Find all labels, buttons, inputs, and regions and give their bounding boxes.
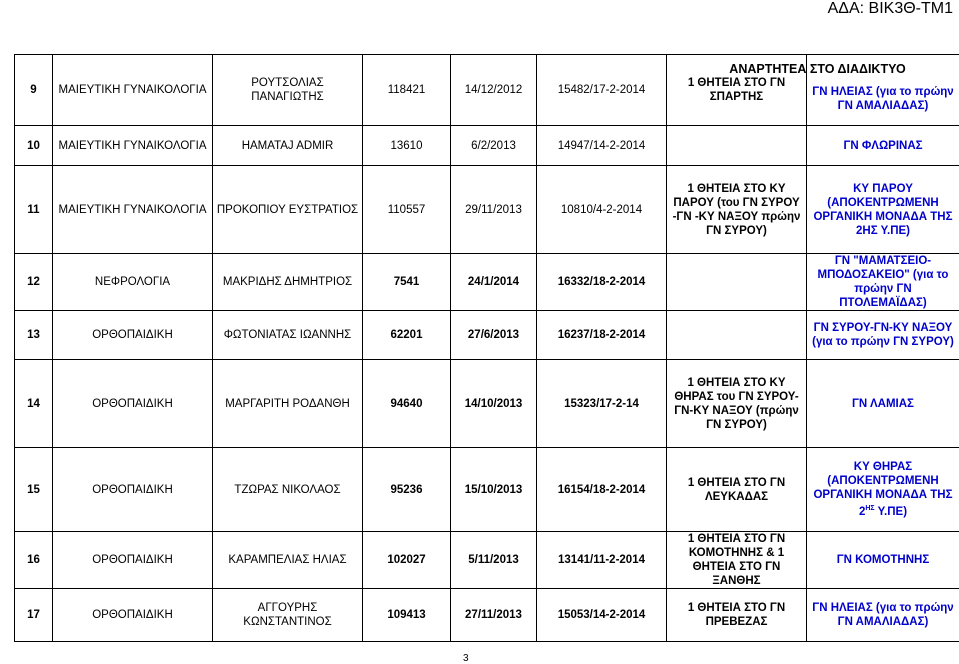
placement-text: ΚΥ ΘΗΡΑΣ (ΑΠΟΚΕΝΤΡΩΜΕΝΗ ΟΡΓΑΝΙΚΗ ΜΟΝΑΔΑ ΤΗΣ 2 [813,461,952,518]
placement-cell: ΓΝ ΗΛΕΙΑΣ (για το πρώην ΓΝ ΑΜΑΛΙΑΔΑΣ) [807,589,959,642]
protocol-cell: 16237/18-2-2014 [537,311,667,360]
table-row [15,126,959,166]
position-cell: 1 ΘΗΤΕΙΑ ΣΤΟ ΚΥ ΠΑΡΟΥ (του ΓΝ ΣΥΡΟΥ -ΓΝ -ΚΥ ΝΑΞΟΥ πρώην ΓΝ ΣΥΡΟΥ) [667,166,807,254]
position-cell: 1 ΘΗΤΕΙΑ ΣΤΟ ΓΝ ΠΡΕΒΕΖΑΣ [667,589,807,642]
specialty-cell: ΟΡΘΟΠΑΙΔΙΚΗ [53,311,213,360]
specialty-cell: ΟΡΘΟΠΑΙΔΙΚΗ [53,448,213,532]
date-cell: 24/1/2014 [451,254,537,311]
doctor-name-cell: ΠΡΟΚΟΠΙΟΥ ΕΥΣΤΡΑΤΙΟΣ [213,166,363,254]
table-row [15,448,959,532]
registration-cell: 118421 [363,55,451,126]
placement-cell [807,448,959,532]
doctor-name-cell: ΦΩΤΟΝΙΑΤΑΣ ΙΩΑΝΝΗΣ [213,311,363,360]
specialty-cell: ΟΡΘΟΠΑΙΔΙΚΗ [53,360,213,448]
protocol-cell: 15053/14-2-2014 [537,589,667,642]
registration-cell: 13610 [363,126,451,166]
date-cell: 14/10/2013 [451,360,537,448]
row-number: 13 [15,311,53,360]
table-row [15,311,959,360]
specialty-cell: ΜΑΙΕΥΤΙΚΗ ΓΥΝΑΙΚΟΛΟΓΙΑ [53,55,213,126]
placement-cell: ΓΝ ΦΛΩΡΙΝΑΣ [807,126,959,166]
table-row [15,589,959,642]
placement-cell: ΓΝ ΗΛΕΙΑΣ (για το πρώην ΓΝ ΑΜΑΛΙΑΔΑΣ) [807,55,959,126]
date-cell: 15/10/2013 [451,448,537,532]
registration-cell: 102027 [363,532,451,589]
placement-cell: ΓΝ ΚΟΜΟΤΗΝΗΣ [807,532,959,589]
row-number: 12 [15,254,53,311]
specialty-cell: ΟΡΘΟΠΑΙΔΙΚΗ [53,589,213,642]
upload-note: ΑΝΑΡΤΗΤΕΑ ΣΤΟ ΔΙΑΔΙΚΤΥΟ [676,62,959,76]
position-cell: 1 ΘΗΤΕΙΑ ΣΤΟ ΓΝ ΛΕΥΚΑΔΑΣ [667,448,807,532]
date-cell: 6/2/2013 [451,126,537,166]
placement-text-end: Υ.ΠΕ) [878,506,907,518]
table-row [15,166,959,254]
row-number: 10 [15,126,53,166]
specialty-cell: ΜΑΙΕΥΤΙΚΗ ΓΥΝΑΙΚΟΛΟΓΙΑ [53,166,213,254]
ada-code: ΑΔΑ: ΒΙΚ3Θ-ΤΜ1 [828,0,953,18]
registration-cell: 95236 [363,448,451,532]
table-row [15,254,959,311]
position-cell: 1 ΘΗΤΕΙΑ ΣΤΟ ΓΝ ΣΠΑΡΤΗΣ [667,55,807,126]
page-number: 3 [463,653,469,664]
protocol-cell: 15482/17-2-2014 [537,55,667,126]
placement-cell: ΓΝ "ΜΑΜΑΤΣΕΙΟ-ΜΠΟΔΟΣΑΚΕΙΟ" (για το πρώην ΓΝ ΠΤΟΛΕΜΑΪΔΑΣ) [807,254,959,311]
placement-cell: ΚΥ ΠΑΡΟΥ (ΑΠΟΚΕΝΤΡΩΜΕΝΗ ΟΡΓΑΝΙΚΗ ΜΟΝΑΔΑ ΤΗΣ 2ΗΣ Υ.ΠΕ) [807,166,959,254]
doctor-name-cell: ΑΓΓΟΥΡΗΣ ΚΩΝΣΤΑΝΤΙΝΟΣ [213,589,363,642]
doctor-name-cell: ΤΖΩΡΑΣ ΝΙΚΟΛΑΟΣ [213,448,363,532]
doctor-name-cell: ΚΑΡΑΜΠΕΛΙΑΣ ΗΛΙΑΣ [213,532,363,589]
doctor-name-cell: HAMATAJ ADMIR [213,126,363,166]
protocol-cell: 10810/4-2-2014 [537,166,667,254]
position-cell [667,254,807,311]
placement-cell: ΓΝ ΛΑΜΙΑΣ [807,360,959,448]
date-cell: 27/11/2013 [451,589,537,642]
protocol-cell: 14947/14-2-2014 [537,126,667,166]
table-row [15,532,959,589]
position-cell [667,126,807,166]
placement-cell: ΓΝ ΣΥΡΟΥ-ΓΝ-ΚΥ ΝΑΞΟΥ (για το πρώην ΓΝ ΣΥΡΟΥ) [807,311,959,360]
protocol-cell: 16154/18-2-2014 [537,448,667,532]
row-number: 11 [15,166,53,254]
row-number: 15 [15,448,53,532]
registration-cell: 94640 [363,360,451,448]
position-cell [667,311,807,360]
registration-cell: 109413 [363,589,451,642]
protocol-cell: 13141/11-2-2014 [537,532,667,589]
date-cell: 14/12/2012 [451,55,537,126]
table-row [15,360,959,448]
protocol-cell: 16332/18-2-2014 [537,254,667,311]
doctor-name-cell: ΜΑΚΡΙΔΗΣ ΔΗΜΗΤΡΙΟΣ [213,254,363,311]
position-cell: 1 ΘΗΤΕΙΑ ΣΤΟ ΓΝ ΚΟΜΟΤΗΝΗΣ & 1 ΘΗΤΕΙΑ ΣΤΟ ΓΝ ΞΑΝΘΗΣ [667,532,807,589]
registration-cell: 62201 [363,311,451,360]
registration-cell: 7541 [363,254,451,311]
date-cell: 5/11/2013 [451,532,537,589]
placement-superscript: ΗΣ [865,505,874,512]
date-cell: 27/6/2013 [451,311,537,360]
doctor-name-cell: ΡΟΥΤΣΟΛΙΑΣ ΠΑΝΑΓΙΩΤΗΣ [213,55,363,126]
protocol-cell: 15323/17-2-14 [537,360,667,448]
appointments-table [14,54,959,642]
position-cell: 1 ΘΗΤΕΙΑ ΣΤΟ ΚΥ ΘΗΡΑΣ του ΓΝ ΣΥΡΟΥ-ΓΝ-ΚΥ ΝΑΞΟΥ (πρώην ΓΝ ΣΥΡΟΥ) [667,360,807,448]
specialty-cell: ΜΑΙΕΥΤΙΚΗ ΓΥΝΑΙΚΟΛΟΓΙΑ [53,126,213,166]
registration-cell: 110557 [363,166,451,254]
row-number: 16 [15,532,53,589]
date-cell: 29/11/2013 [451,166,537,254]
specialty-cell: ΟΡΘΟΠΑΙΔΙΚΗ [53,532,213,589]
row-number: 17 [15,589,53,642]
specialty-cell: ΝΕΦΡΟΛΟΓΙΑ [53,254,213,311]
row-number: 9 [15,55,53,126]
row-number: 14 [15,360,53,448]
doctor-name-cell: ΜΑΡΓΑΡΙΤΗ ΡΟΔΑΝΘΗ [213,360,363,448]
